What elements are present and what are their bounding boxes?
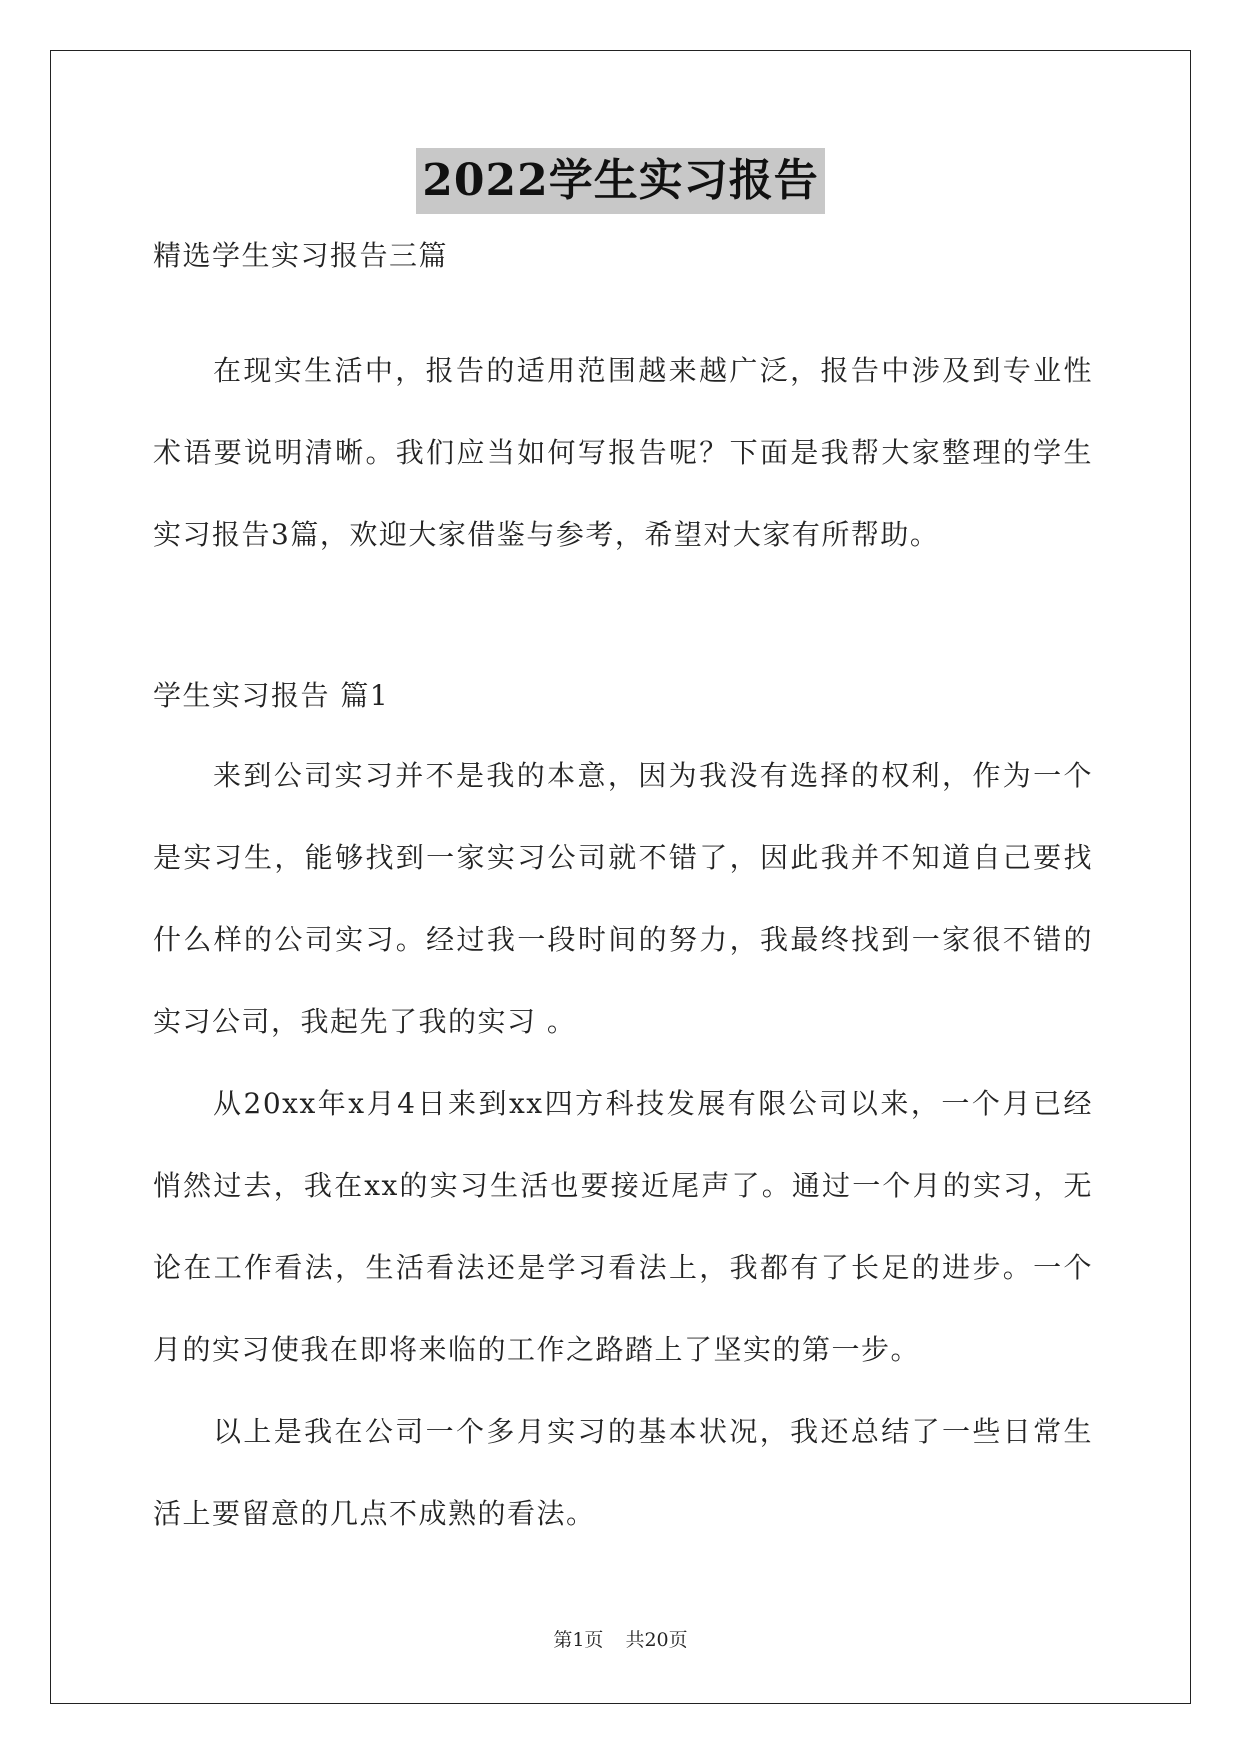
page-number-current: 第1页 (553, 1629, 604, 1651)
page-footer (0, 1628, 1241, 1652)
intro-paragraph: 在现实生活中，报告的适用范围越来越广泛，报告中涉及到专业性术语要说明清晰。我们应当如何写报告呢？下面是我帮大家整理的学生实习报告3篇，欢迎大家借鉴与参考，希望对大家有所帮助。 (153, 354, 1093, 551)
page-number-total: 共20页 (625, 1629, 688, 1651)
body-paragraph-2: 从20xx年x月4日来到xx四方科技发展有限公司以来，一个月已经悄然过去，我在xx的实习生活也要接近尾声了。通过一个月的实习，无论在工作看法，生活看法还是学习看法上，我都有了长足的进步。一个月的实习使我在即将来临的工作之路踏上了坚实的第一步。 (153, 1087, 1093, 1366)
document-title: 2022学生实习报告 (416, 148, 824, 214)
title-container (0, 148, 1241, 214)
section-title: 学生实习报告 篇1 (153, 679, 390, 712)
document-subtitle: 精选学生实习报告三篇 (153, 239, 449, 272)
body-paragraph-3: 以上是我在公司一个多月实习的基本状况，我还总结了一些日常生活上要留意的几点不成熟的看法。 (153, 1415, 1093, 1530)
body-paragraph-1: 来到公司实习并不是我的本意，因为我没有选择的权利，作为一个是实习生，能够找到一家实习公司就不错了，因此我并不知道自己要找什么样的公司实习。经过我一段时间的努力，我最终找到一家很不错的实习公司，我起先了我的实习 。 (153, 759, 1093, 1038)
